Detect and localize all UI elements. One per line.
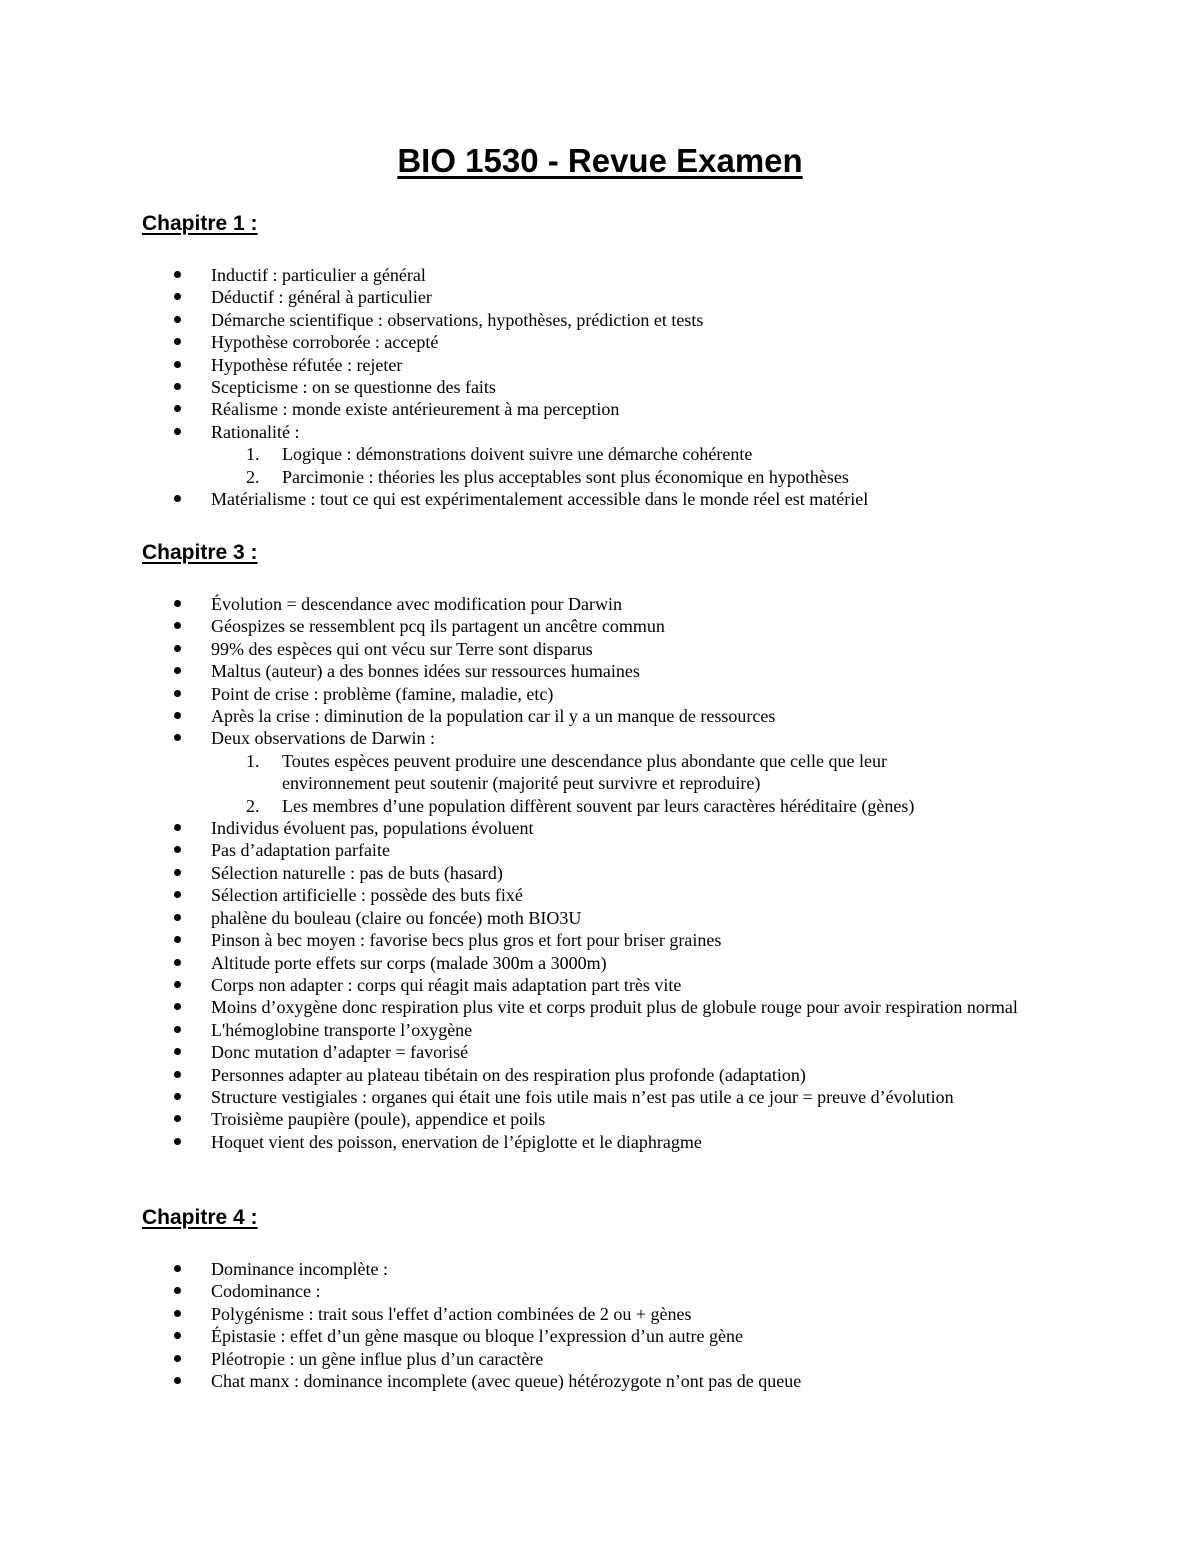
list-item: Scepticisme : on se questionne des faits [0,376,1041,398]
sub-list-item: 2. Parcimonie : théories les plus acceptables sont plus économique en hypothèses [246,466,849,487]
bullet-icon [174,405,181,412]
list-item: Épistasie : effet d’un gène masque ou bloque l’expression d’un autre gène [0,1325,1041,1347]
list-item: Déductif : général à particulier [0,286,1041,308]
document-title: BIO 1530 - Revue Examen [397,142,803,179]
bullet-icon [174,316,181,323]
list-item: Donc mutation d’adapter = favorisé [0,1041,1041,1063]
list-item: Maltus (auteur) a des bonnes idées sur ressources humaines [0,660,1041,682]
bullet-icon [174,1093,181,1100]
bullet-icon [174,1026,181,1033]
list-item: Matérialisme : tout ce qui est expérimentalement accessible dans le monde réel est matériel [0,488,1041,510]
list-item: Codominance : [0,1280,1041,1302]
bullet-icon [174,622,181,629]
darwin-sublist [211,750,1041,817]
list-item: Individus évoluent pas, populations évoluent [0,817,1041,839]
list-item: Pinson à bec moyen : favorise becs plus gros et fort pour briser graines [0,929,1041,951]
list-item: Dominance incomplète : [0,1258,1041,1280]
bullet-icon [174,1265,181,1272]
bullet-icon [174,891,181,898]
list-item: Évolution = descendance avec modification pour Darwin [0,593,1041,615]
list-item: Géospizes se ressemblent pcq ils partagent un ancêtre commun [0,615,1041,637]
chapter-4-heading: Chapitre 4 : [142,1206,258,1229]
bullet-icon [174,1287,181,1294]
chapter-3-heading: Chapitre 3 : [142,541,258,564]
bullet-icon [174,824,181,831]
list-item: Inductif : particulier a général [0,264,1041,286]
bullet-icon [174,1003,181,1010]
bullet-icon [174,1377,181,1384]
list-item: Personnes adapter au plateau tibétain on des respiration plus profonde (adaptation) [0,1064,1041,1086]
chapter-4-list [0,1258,1041,1392]
bullet-icon [174,1332,181,1339]
list-item: Pas d’adaptation parfaite [0,839,1041,861]
list-item: Troisième paupière (poule), appendice et poils [0,1108,1041,1130]
bullet-icon [174,338,181,345]
bullet-icon [174,361,181,368]
bullet-icon [174,1115,181,1122]
bullet-icon [174,959,181,966]
chapter-1-list [0,264,1041,510]
bullet-icon [174,734,181,741]
bullet-icon [174,1138,181,1145]
list-item: Polygénisme : trait sous l'effet d’action combinées de 2 ou + gènes [0,1303,1041,1325]
list-item: Démarche scientifique : observations, hypothèses, prédiction et tests [0,309,1041,331]
list-item: Hypothèse réfutée : rejeter [0,354,1041,376]
bullet-icon [174,936,181,943]
bullet-icon [174,383,181,390]
chapter-1-heading: Chapitre 1 : [142,212,258,235]
list-item: Rationalité : 1. Logique : démonstrations doivent suivre une démarche cohérente 2. Parcimonie : théories les plus acceptables sont plus économique en hypothèses [0,421,1041,488]
bullet-icon [174,600,181,607]
list-item: Moins d’oxygène donc respiration plus vite et corps produit plus de globule rouge pour avoir respiration normal [0,996,1041,1018]
bullet-icon [174,667,181,674]
list-item: Réalisme : monde existe antérieurement à ma perception [0,398,1041,420]
bullet-icon [174,712,181,719]
list-item: Hoquet vient des poisson, enervation de l’épiglotte et le diaphragme [0,1131,1041,1153]
bullet-icon [174,869,181,876]
bullet-icon [174,1071,181,1078]
bullet-icon [174,1048,181,1055]
sub-list-item: 1. Toutes espèces peuvent produire une descendance plus abondante que celle que leur environnement peut soutenir (majorité peut survivre et reproduire) [246,750,887,794]
list-item: Sélection artificielle : possède des buts fixé [0,884,1041,906]
list-item: L'hémoglobine transporte l’oxygène [0,1019,1041,1041]
sub-list-item: 2. Les membres d’une population diffèrent souvent par leurs caractères héréditaire (gènes) [246,795,915,816]
list-item: phalène du bouleau (claire ou foncée) moth BIO3U [0,907,1041,929]
list-item: Altitude porte effets sur corps (malade 300m a 3000m) [0,952,1041,974]
bullet-icon [174,271,181,278]
bullet-icon [174,1355,181,1362]
bullet-icon [174,293,181,300]
sub-list-item: 1. Logique : démonstrations doivent suivre une démarche cohérente [246,444,753,465]
bullet-icon [174,981,181,988]
list-item: Deux observations de Darwin : 1. Toutes espèces peuvent produire une descendance plus abondante que celle que leur environnement peut soutenir (majorité peut survivre et reproduire) 2. Les membres d’une population diffèrent souvent par leurs caractères héréditaire (gènes) [0,727,1041,817]
list-item: 99% des espèces qui ont vécu sur Terre sont disparus [0,638,1041,660]
list-item: Hypothèse corroborée : accepté [0,331,1041,353]
bullet-icon [174,428,181,435]
bullet-icon [174,1310,181,1317]
list-item: Chat manx : dominance incomplete (avec queue) hétérozygote n’ont pas de queue [0,1370,1041,1392]
rationalite-sublist [211,443,1041,488]
list-item: Après la crise : diminution de la population car il y a un manque de ressources [0,705,1041,727]
bullet-icon [174,495,181,502]
bullet-icon [174,846,181,853]
list-item: Corps non adapter : corps qui réagit mais adaptation part très vite [0,974,1041,996]
bullet-icon [174,914,181,921]
bullet-icon [174,690,181,697]
list-item: Pléotropie : un gène influe plus d’un caractère [0,1348,1041,1370]
chapter-3-list [0,593,1041,1153]
list-item: Point de crise : problème (famine, maladie, etc) [0,683,1041,705]
list-item: Sélection naturelle : pas de buts (hasard) [0,862,1041,884]
list-item: Structure vestigiales : organes qui était une fois utile mais n’est pas utile a ce jour = preuve d’évolution [0,1086,1041,1108]
bullet-icon [174,645,181,652]
